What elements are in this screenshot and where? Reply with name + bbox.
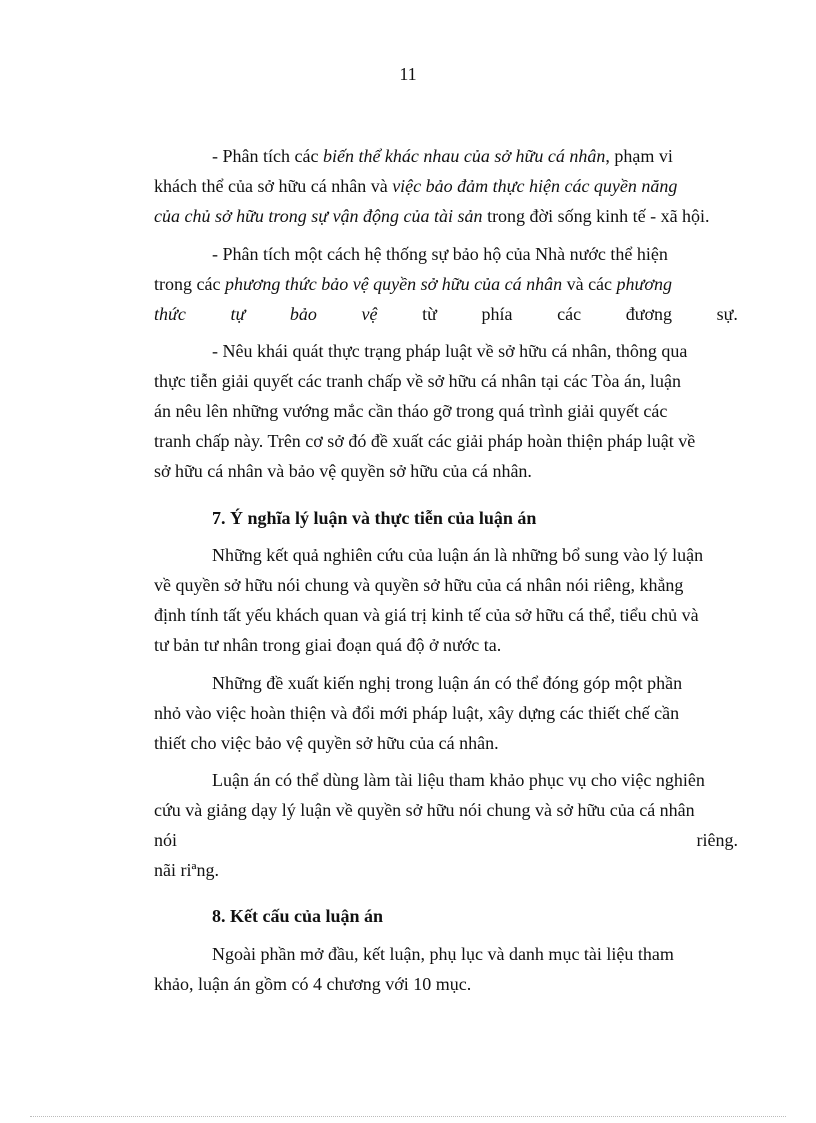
text-line: nhỏ vào việc hoàn thiện và đổi mới pháp luật, xây dựng các thiết chế cần xyxy=(154,703,680,723)
page-number: 11 xyxy=(399,64,417,84)
section-heading-8 xyxy=(154,901,796,931)
section-heading-7 xyxy=(154,503,796,533)
text-line: Những đề xuất kiến nghị trong luận án có thể đóng góp một phần xyxy=(212,673,683,693)
text-line: Luận án có thể dùng làm tài liệu tham khảo phục vụ cho việc nghiên xyxy=(212,770,705,790)
text-line: - Phân tích một cách hệ thống sự bảo hộ của Nhà nước thể hiện xyxy=(212,244,668,264)
paragraph-recommendations xyxy=(154,668,738,758)
text-line-spread: nói riêng. xyxy=(154,830,738,850)
heading-text: 8. Kết cấu của luận án xyxy=(212,906,384,926)
paragraph-analysis-variants xyxy=(154,141,738,231)
text-line: tranh chấp này. Trên cơ sở đó đề xuất các giải pháp hoàn thiện pháp luật về xyxy=(154,431,696,451)
text-line: thiết cho việc bảo vệ quyền sở hữu của cá nhân. xyxy=(154,733,499,753)
paragraph-reference-use xyxy=(154,765,738,885)
text-line: khảo, luận án gồm có 4 chương với 10 mục. xyxy=(154,974,472,994)
text-line: - Nêu khái quát thực trạng pháp luật về sở hữu cá nhân, thông qua xyxy=(212,341,688,361)
paragraph-legal-status xyxy=(154,336,738,486)
text-line: Những kết quả nghiên cứu của luận án là những bổ sung vào lý luận xyxy=(212,545,704,565)
text-line: thực tiễn giải quyết các tranh chấp về sở hữu cá nhân tại các Tòa án, luận xyxy=(154,371,681,391)
paragraph-state-protection xyxy=(154,239,738,329)
text-line: án nêu lên những vướng mắc cần tháo gỡ trong quá trình giải quyết các xyxy=(154,401,668,421)
text-line: tư bản tư nhân trong giai đoạn quá độ ở nước ta. xyxy=(154,635,502,655)
heading-text: 7. Ý nghĩa lý luận và thực tiễn của luận án xyxy=(212,508,537,528)
text-line-garbled: nãi r‍iªng. xyxy=(154,860,219,880)
text-line: Ngoài phần mở đầu, kết luận, phụ lục và danh mục tài liệu tham xyxy=(212,944,674,964)
footer-divider xyxy=(30,1116,786,1117)
paragraph-structure xyxy=(154,939,738,999)
text-line-spread: thức tự bảo vệ từ phía các đương sự. xyxy=(154,304,738,324)
text-line: trong các phương thức bảo vệ quyền sở hữu của cá nhân và các phương xyxy=(154,274,672,294)
text-line: khách thể của sở hữu cá nhân và việc bảo đảm thực hiện các quyền năng xyxy=(154,176,678,196)
text-line: - Phân tích các biến thể khác nhau của sở hữu cá nhân, phạm vi xyxy=(212,146,673,166)
text-line: sở hữu cá nhân và bảo vệ quyền sở hữu của cá nhân. xyxy=(154,461,532,481)
text-line: của chủ sở hữu trong sự vận động của tài sản trong đời sống kinh tế - xã hội. xyxy=(154,206,710,226)
text-line: cứu và giảng dạy lý luận về quyền sở hữu nói chung và sở hữu của cá nhân xyxy=(154,800,695,820)
paragraph-results xyxy=(154,540,738,660)
text-line: về quyền sở hữu nói chung và quyền sở hữu của cá nhân nói riêng, khẳng xyxy=(154,575,684,595)
text-line: định tính tất yếu khách quan và giá trị kinh tế của sở hữu cá thể, tiểu chủ và xyxy=(154,605,699,625)
